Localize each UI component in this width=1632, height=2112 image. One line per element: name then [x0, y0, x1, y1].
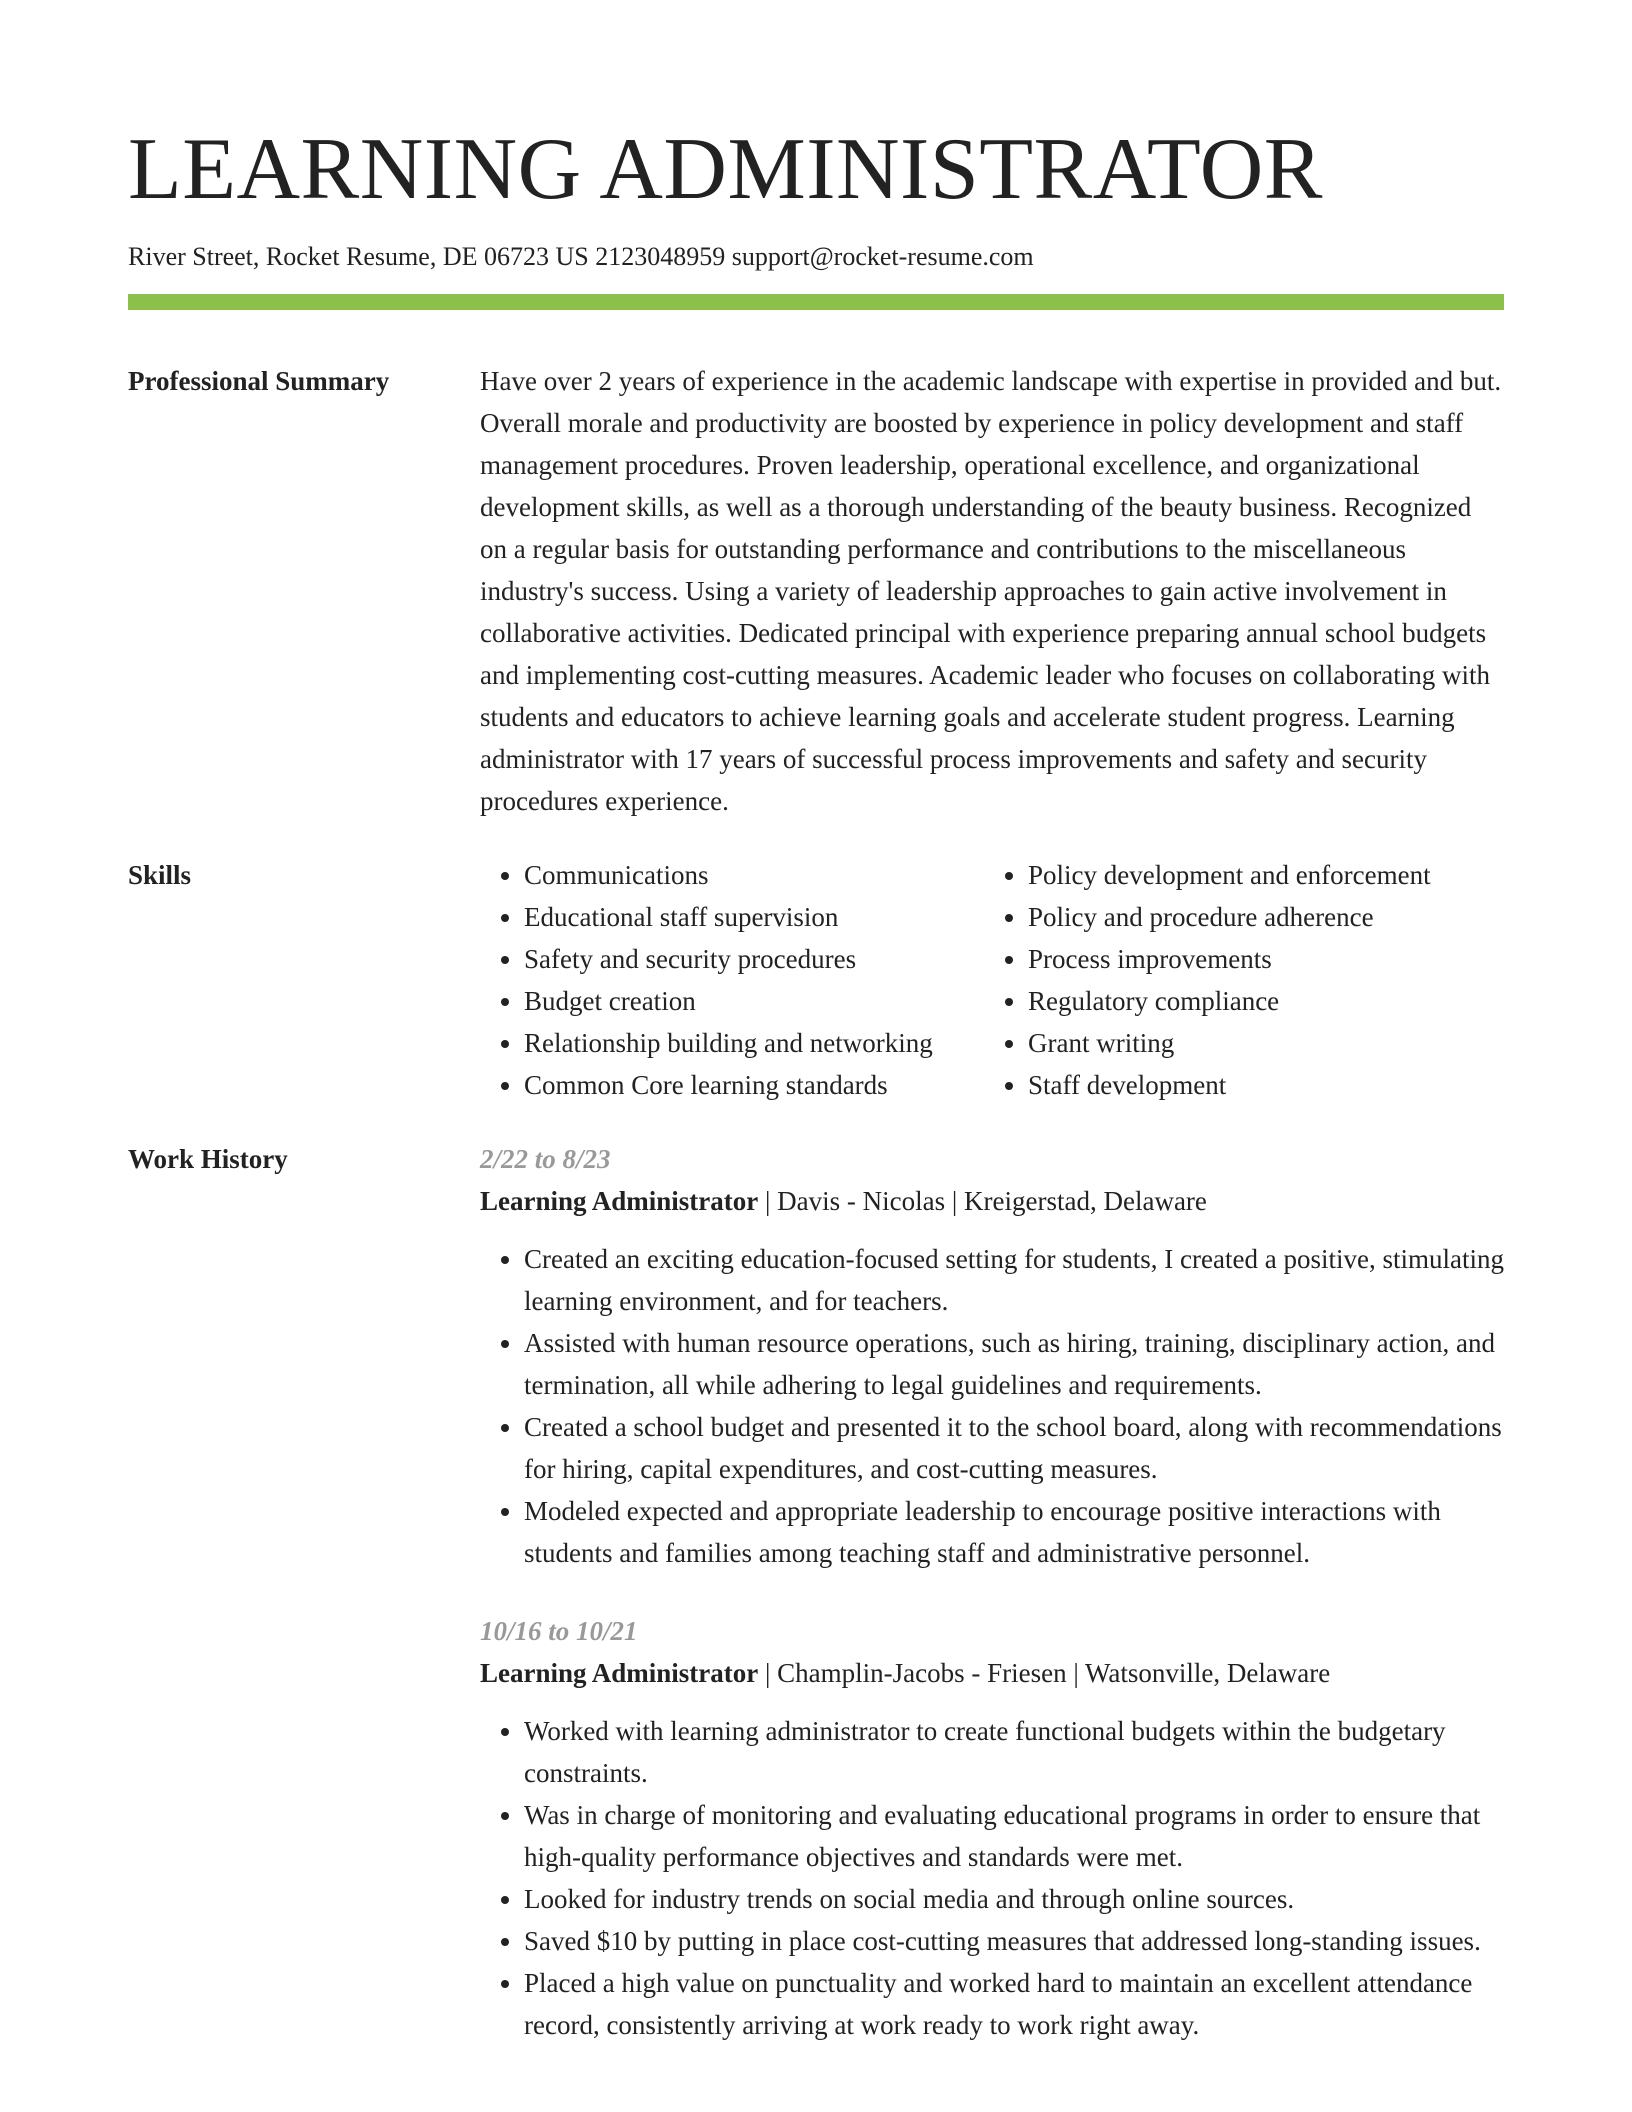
skill-item: • Communications [524, 854, 984, 896]
job-bullet: • Modeled expected and appropriate leadership to encourage positive interactions with students and families among teaching staff and administrative personnel. [524, 1490, 1504, 1574]
skill-item: • Grant writing [1028, 1022, 1488, 1064]
job-title: Learning Administrator [480, 1658, 759, 1688]
resume-name: LEARNING ADMINISTRATOR [128, 121, 1323, 218]
job-bullet: • Placed a high value on punctuality and worked hard to maintain an excellent attendance record, consistently arriving at work ready to work right away. [524, 1962, 1504, 2046]
job-title: Learning Administrator [480, 1186, 759, 1216]
section-heading-work-history: Work History [128, 1144, 288, 1174]
job-bullet-list [480, 1710, 1504, 2046]
resume-page [128, 120, 1504, 2046]
job-details: | Davis - Nicolas | Kreigerstad, Delaware [758, 1186, 1207, 1216]
job-bullet: • Worked with learning administrator to create functional budgets within the budgetary constraints. [524, 1710, 1504, 1794]
skill-item: • Policy development and enforcement [1028, 854, 1488, 896]
job-dates: 10/16 to 10/21 [480, 1616, 638, 1646]
contact-email: support@rocket-resume.com [731, 242, 1034, 271]
skill-item: • Common Core learning standards [524, 1064, 984, 1106]
skill-item: • Relationship building and networking [524, 1022, 984, 1064]
contact-address: River Street, Rocket Resume, DE 06723 US [128, 242, 589, 271]
professional-summary-section [128, 360, 1504, 822]
skill-item: • Safety and security procedures [524, 938, 984, 980]
section-heading-skills: Skills [128, 860, 192, 890]
skill-item: • Budget creation [524, 980, 984, 1022]
job-bullet: • Looked for industry trends on social media and through online sources. [524, 1878, 1504, 1920]
job-title-line [480, 1180, 1504, 1222]
job-bullet: • Created an exciting education-focused setting for students, I created a positive, stimulating learning environment, and for teachers. [524, 1238, 1504, 1322]
job-entry [480, 1138, 1504, 1574]
skill-item: • Educational staff supervision [524, 896, 984, 938]
job-title-line [480, 1652, 1504, 1694]
job-bullet-list [480, 1238, 1504, 1574]
job-bullet: • Created a school budget and presented it to the school board, along with recommendations for hiring, capital expenditures, and cost-cutting measures. [524, 1406, 1504, 1490]
skill-item: • Staff development [1028, 1064, 1488, 1106]
section-heading-summary: Professional Summary [128, 366, 390, 396]
skill-item: • Regulatory compliance [1028, 980, 1488, 1022]
skill-item: • Policy and procedure adherence [1028, 896, 1488, 938]
job-entry [480, 1610, 1504, 2046]
skill-item: • Process improvements [1028, 938, 1488, 980]
job-bullet: • Was in charge of monitoring and evaluating educational programs in order to ensure that high-quality performance objectives and standards were met. [524, 1794, 1504, 1878]
skills-list-left [480, 854, 984, 1106]
accent-rule [128, 294, 1504, 310]
summary-text: Have over 2 years of experience in the academic landscape with expertise in provided and but. Overall morale and productivity are boosted by experience in policy development and staff management procedures. Proven leadership, operational excellence, and organizational development skills, as well as a thorough understanding of the beauty business. Recognized on a regular basis for outstanding performance and contributions to the miscellaneous industry's success. Using a variety of leadership approaches to gain active involvement in collaborative activities. Dedicated principal with experience preparing annual school budgets and implementing cost-cutting measures. Academic leader who focuses on collaborating with students and educators to achieve learning goals and accelerate student progress. Learning administrator with 17 years of successful process improvements and safety and security procedures experience. [480, 366, 1502, 816]
work-history-section [128, 1138, 1504, 2046]
job-bullet: • Saved $10 by putting in place cost-cutting measures that addressed long-standing issues. [524, 1920, 1504, 1962]
job-details: | Champlin-Jacobs - Friesen | Watsonville, Delaware [758, 1658, 1331, 1688]
skills-section [128, 854, 1504, 1106]
contact-line [128, 240, 1504, 274]
skills-list-right [984, 854, 1488, 1106]
job-bullet: • Assisted with human resource operations, such as hiring, training, disciplinary action, and termination, all while adhering to legal guidelines and requirements. [524, 1322, 1504, 1406]
contact-phone: 2123048959 [595, 242, 726, 271]
job-dates: 2/22 to 8/23 [480, 1144, 611, 1174]
